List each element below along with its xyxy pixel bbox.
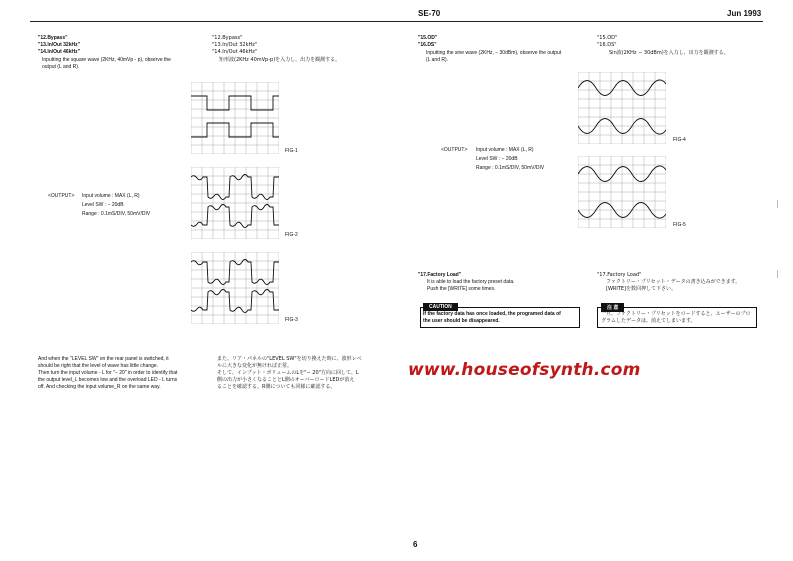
paragraph-line: And when the "LEVEL SW" on the rear panel is switched, it: [38, 356, 169, 362]
left-desc-jp: 矩形波(2KHz 40mVp-p)を入力し、出力を観測する。: [219, 57, 341, 63]
watermark-link[interactable]: www.houseofsynth.com: [408, 360, 641, 380]
paragraph-line: ルに大きな変化が無ければ正常。: [217, 363, 293, 369]
paragraph-line: そして、インプット・ボリュームのLを"− 20"方向に回して、L: [217, 370, 359, 376]
caution-line: グラムしたデータは、消えてしまいます。: [601, 318, 696, 324]
document-date: Jun 1993: [727, 9, 762, 18]
output-label-right: <OUTPUT>: [441, 147, 468, 153]
output-label-left: <OUTPUT>: [48, 193, 75, 199]
caution-text-jp: [601, 311, 751, 325]
left-titles-en: [38, 35, 80, 56]
paragraph-line: 側の出力が小さくなることとL側のオーバーロードLEDが消え: [217, 377, 355, 383]
paragraph-line: the output level_L becomes low and the overload LED - L turns: [38, 377, 178, 383]
paragraph-line: また、リア・パネルの"LEVEL SW"を切り換えた時に、波形レベ: [217, 356, 362, 362]
title-ds-jp: "16.DS": [597, 42, 617, 48]
output-settings-left: [82, 193, 150, 218]
oscilloscope-fig5: [578, 156, 666, 228]
desc-line: ファクトリー・プリセット・データの書き込みができます。: [606, 279, 741, 285]
desc-line: It is able to load the factory preset data.: [427, 279, 515, 285]
paragraph-line: Then turn the input volume - L for "− 20" in order to identify that: [38, 370, 178, 376]
scan-mark: [777, 200, 778, 208]
fig3-label: FIG-3: [285, 317, 298, 323]
desc-line: output (L and R).: [42, 64, 80, 70]
page-number: 6: [413, 540, 418, 549]
title-46khz-jp: "14.In/Out 46kHz": [212, 49, 258, 55]
scan-mark: [777, 270, 778, 278]
desc-line: Inputting the sine wave (2KHz, − 30dBm), observe the output: [426, 50, 562, 56]
fig4-label: FIG-4: [673, 137, 686, 143]
right-desc-en: [426, 50, 561, 64]
factory-load-title-en: "17.Factory Load": [418, 272, 462, 278]
output-line: Range : 0.1mS/DIV, 50mV/DIV: [82, 211, 151, 217]
caution-line: 一旦、ファクトリー・プリセットをロードすると、ユーザーのプロ: [601, 311, 751, 317]
level-sw-paragraph-en: [38, 356, 193, 391]
title-ds-en: "16.DS": [418, 42, 437, 48]
title-od-jp: "15.OD": [597, 35, 618, 41]
oscilloscope-fig2: [191, 167, 279, 239]
desc-line: [WRITE]を数回押して下さい。: [606, 286, 677, 292]
caution-label-en: CAUTION: [423, 303, 458, 311]
caution-label-jp: 注 意: [601, 303, 624, 312]
title-od-en: "15.OD": [418, 35, 438, 41]
level-sw-paragraph-jp: [217, 356, 362, 391]
model-name: SE-70: [418, 9, 441, 18]
oscilloscope-fig4: [578, 72, 666, 144]
desc-line: Push the [WRITE] some times.: [427, 286, 496, 292]
caution-line: If the factory data has once loaded, the programed data of: [423, 311, 561, 317]
output-line: Range : 0.1mS/DIV, 50mV/DIV: [476, 165, 545, 171]
left-desc-en: [42, 57, 171, 71]
factory-load-desc-en: [427, 279, 515, 293]
fig2-label: FIG-2: [285, 232, 298, 238]
right-desc-jp: Sin波(2KHz − 30dBm)を入力し、出力を観測する。: [609, 50, 729, 56]
factory-load-desc-jp: [606, 279, 740, 293]
header-rule: [30, 21, 763, 22]
title-bypass-jp: "12.Bypass": [212, 35, 243, 41]
left-titles-jp: [212, 35, 257, 56]
factory-load-title-jp: "17.Factory Load": [597, 272, 642, 278]
output-line: Input volume : MAX (L, R): [476, 147, 534, 153]
desc-line: (L and R).: [426, 57, 449, 63]
fig1-label: FIG-1: [285, 148, 298, 154]
oscilloscope-fig1: [191, 82, 279, 154]
output-line: Level SW : − 20dB: [82, 202, 124, 208]
output-line: Input volume : MAX (L, R): [82, 193, 140, 199]
oscilloscope-fig3: [191, 252, 279, 324]
fig5-label: FIG-5: [673, 222, 686, 228]
title-46khz-en: "14.In/Out 46kHz": [38, 49, 80, 55]
right-titles-en: [418, 35, 437, 49]
title-32khz-jp: "13.In/Out 32kHz": [212, 42, 258, 48]
output-settings-right: [476, 147, 544, 172]
paragraph-line: off. And checking the input volume_R on the same way.: [38, 384, 161, 390]
output-line: Level SW : − 20dB: [476, 156, 518, 162]
right-titles-jp: [597, 35, 617, 49]
desc-line: Inputting the square wave (2KHz, 40mVp - p), observe the: [42, 57, 171, 63]
caution-line: the user should be disappeared.: [423, 318, 500, 324]
title-bypass-en: "12.Bypass": [38, 35, 68, 41]
paragraph-line: ることを確認する。R側についても同様に確認する。: [217, 384, 336, 390]
paragraph-line: should be right that the level of wave has little change.: [38, 363, 159, 369]
title-32khz-en: "13.In/Out 32kHz": [38, 42, 80, 48]
caution-text-en: [423, 311, 561, 325]
